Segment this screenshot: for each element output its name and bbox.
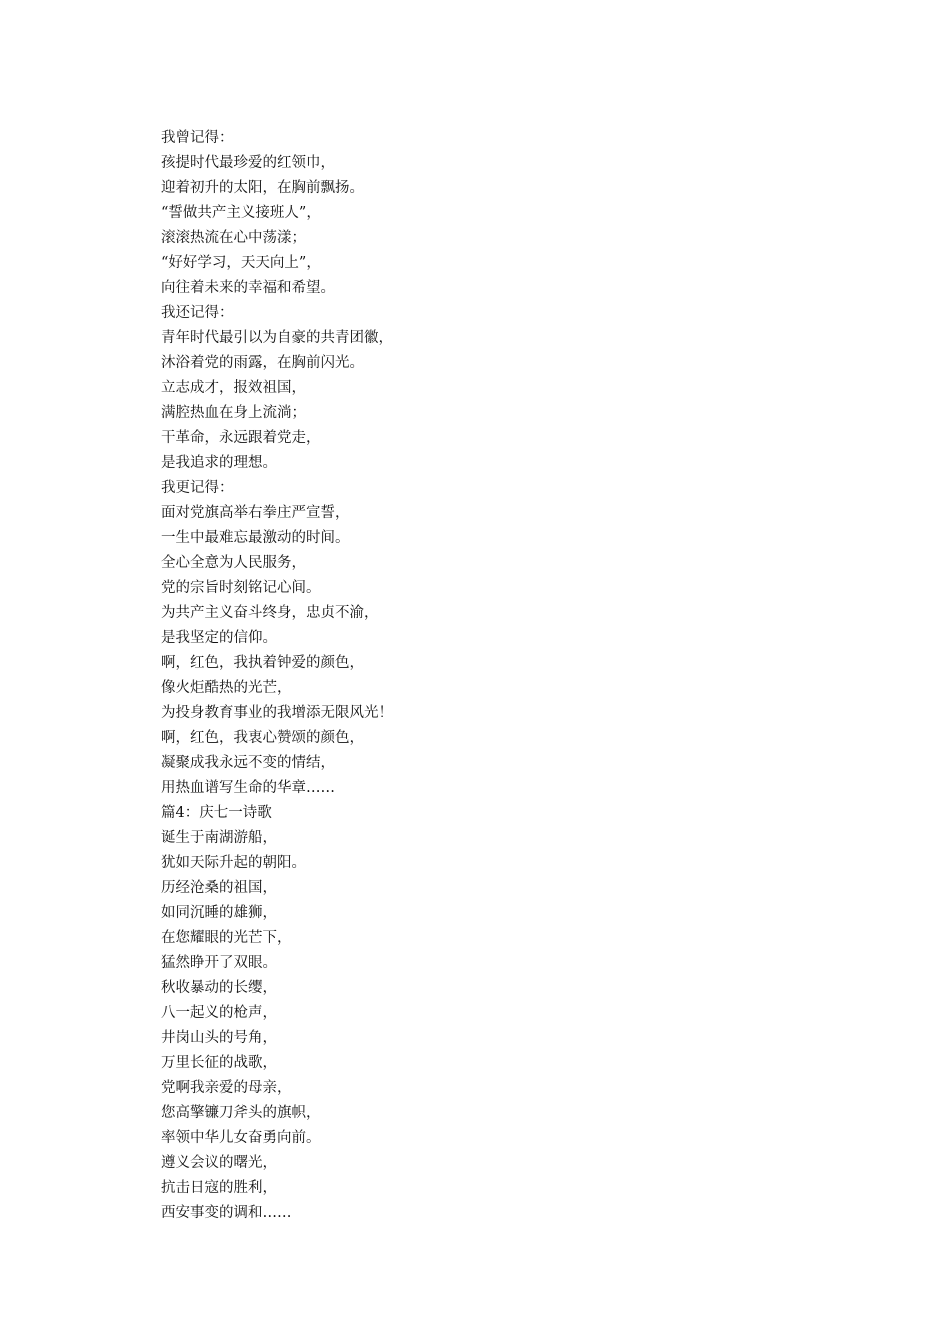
poem-line: 抗击日寇的胜利， — [161, 1180, 277, 1196]
poem-line: 八一起义的枪声， — [161, 1005, 277, 1021]
poem-line: 满腔热血在身上流淌； — [161, 405, 306, 421]
poem-line: 啊，红色，我衷心赞颂的颜色， — [161, 730, 364, 746]
poem-line: 是我坚定的信仰。 — [161, 630, 277, 646]
poem-line: 用热血谱写生命的华章…… — [161, 780, 335, 796]
poem-line: 犹如天际升起的朝阳。 — [161, 855, 306, 871]
poem-line: 率领中华儿女奋勇向前。 — [161, 1130, 321, 1146]
poem-line: “誓做共产主义接班人”， — [161, 205, 321, 221]
poem-line: 一生中最难忘最激动的时间。 — [161, 530, 350, 546]
poem-line: 凝聚成我永远不变的情结， — [161, 755, 335, 771]
poem-line: “好好学习，天天向上”， — [161, 255, 321, 271]
poem-line: 干革命，永远跟着党走， — [161, 430, 321, 446]
poem-line: 青年时代最引以为自豪的共青团徽， — [161, 330, 393, 346]
poem-line: 为投身教育事业的我增添无限风光！ — [161, 705, 393, 721]
poem-text-block — [161, 126, 393, 1226]
poem-line: 秋收暴动的长缨， — [161, 980, 277, 996]
poem-line: 党的宗旨时刻铭记心间。 — [161, 580, 321, 596]
poem-line: 向往着未来的幸福和希望。 — [161, 280, 335, 296]
poem-line: 我还记得： — [161, 305, 234, 321]
poem-line: 沐浴着党的雨露，在胸前闪光。 — [161, 355, 364, 371]
poem-line: 啊，红色，我执着钟爱的颜色， — [161, 655, 364, 671]
poem-line: 遵义会议的曙光， — [161, 1155, 277, 1171]
poem-line: 为共产主义奋斗终身，忠贞不渝， — [161, 605, 379, 621]
poem-line: 您高擎镰刀斧头的旗帜， — [161, 1105, 321, 1121]
poem-line: 历经沧桑的祖国， — [161, 880, 277, 896]
poem-line: 全心全意为人民服务， — [161, 555, 306, 571]
poem-line: 像火炬酷热的光芒， — [161, 680, 292, 696]
poem-line: 在您耀眼的光芒下， — [161, 930, 292, 946]
poem-line: 西安事变的调和…… — [161, 1205, 292, 1221]
poem-line: 如同沉睡的雄狮， — [161, 905, 277, 921]
poem-line: 是我追求的理想。 — [161, 455, 277, 471]
poem-line: 猛然睁开了双眼。 — [161, 955, 277, 971]
poem-line: 诞生于南湖游船， — [161, 830, 277, 846]
poem-line: 万里长征的战歌， — [161, 1055, 277, 1071]
poem-line: 我更记得： — [161, 480, 234, 496]
poem-line: 孩提时代最珍爱的红领巾， — [161, 155, 335, 171]
poem-line: 面对党旗高举右拳庄严宣誓， — [161, 505, 350, 521]
poem-line: 井岗山头的号角， — [161, 1030, 277, 1046]
poem-line: 篇4：庆七一诗歌 — [161, 805, 272, 821]
poem-line: 立志成才，报效祖国， — [161, 380, 306, 396]
poem-line: 党啊我亲爱的母亲， — [161, 1080, 292, 1096]
poem-line: 滚滚热流在心中荡漾； — [161, 230, 306, 246]
poem-line: 迎着初升的太阳，在胸前飘扬。 — [161, 180, 364, 196]
poem-line: 我曾记得： — [161, 130, 234, 146]
